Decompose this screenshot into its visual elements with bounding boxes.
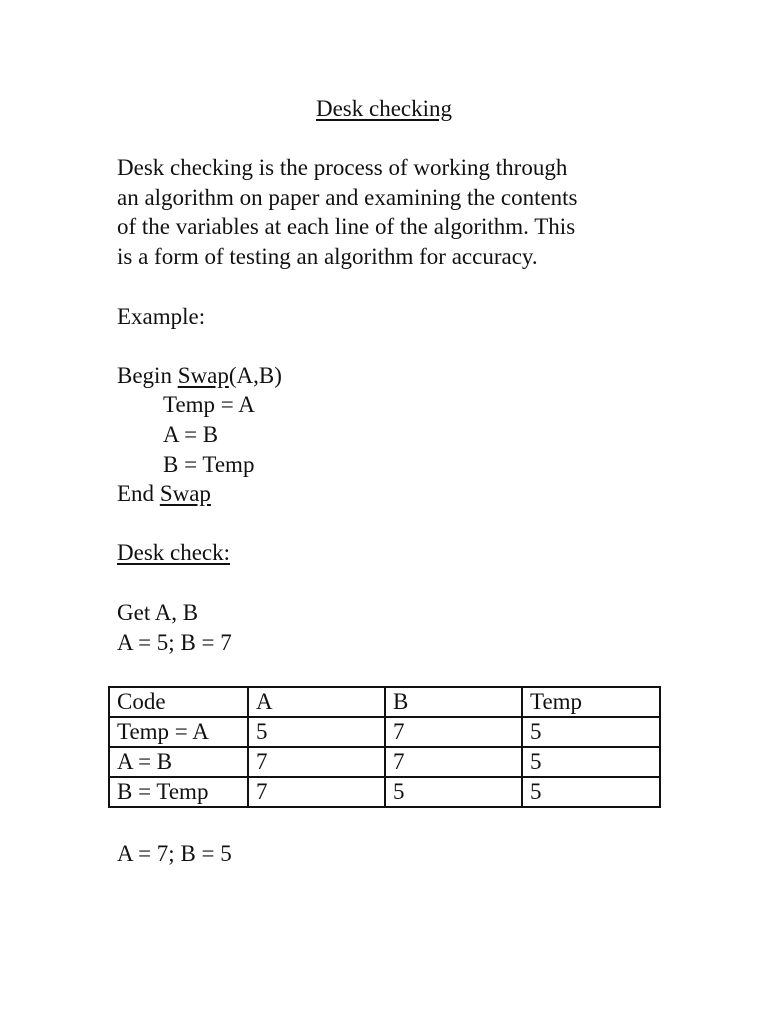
input-line-2: A = 5; B = 7 bbox=[117, 630, 232, 655]
header-temp: Temp bbox=[522, 687, 660, 717]
begin-keyword: Begin bbox=[117, 363, 178, 388]
algorithm-begin bbox=[117, 361, 282, 391]
example-label: Example: bbox=[117, 304, 206, 329]
cell-a: 5 bbox=[248, 717, 385, 747]
table-row bbox=[109, 717, 660, 747]
header-a: A bbox=[248, 687, 385, 717]
desk-check-table bbox=[108, 686, 661, 808]
result-line: A = 7; B = 5 bbox=[117, 841, 232, 866]
cell-a: 7 bbox=[248, 747, 385, 777]
intro-line-1: Desk checking is the process of working through bbox=[117, 155, 568, 180]
desk-check-label: Desk check: bbox=[117, 540, 231, 565]
begin-procedure-name: Swap bbox=[177, 363, 229, 388]
cell-temp: 5 bbox=[522, 717, 660, 747]
input-line-1: Get A, B bbox=[117, 600, 199, 625]
cell-b: 7 bbox=[385, 747, 522, 777]
algorithm-step-2: A = B bbox=[163, 422, 219, 447]
intro-line-2: an algorithm on paper and examining the contents bbox=[117, 185, 578, 210]
table-row bbox=[109, 747, 660, 777]
header-b: B bbox=[385, 687, 522, 717]
table-header-row bbox=[109, 687, 660, 717]
cell-temp: 5 bbox=[522, 747, 660, 777]
algorithm-step-3: B = Temp bbox=[163, 452, 255, 477]
page-title: Desk checking bbox=[315, 96, 453, 121]
cell-b: 7 bbox=[385, 717, 522, 747]
algorithm-step-1: Temp = A bbox=[163, 392, 255, 417]
algorithm-end bbox=[117, 479, 211, 509]
begin-arguments: (A,B) bbox=[228, 363, 282, 388]
cell-code: Temp = A bbox=[109, 717, 248, 747]
cell-code: B = Temp bbox=[109, 777, 248, 807]
cell-a: 7 bbox=[248, 777, 385, 807]
header-code: Code bbox=[109, 687, 248, 717]
cell-temp: 5 bbox=[522, 777, 660, 807]
end-keyword: End bbox=[117, 481, 160, 506]
end-procedure-name: Swap bbox=[159, 481, 211, 506]
cell-b: 5 bbox=[385, 777, 522, 807]
table-row bbox=[109, 777, 660, 807]
cell-code: A = B bbox=[109, 747, 248, 777]
intro-line-3: of the variables at each line of the algorithm. This bbox=[117, 214, 576, 239]
intro-line-4: is a form of testing an algorithm for accuracy. bbox=[117, 244, 538, 269]
